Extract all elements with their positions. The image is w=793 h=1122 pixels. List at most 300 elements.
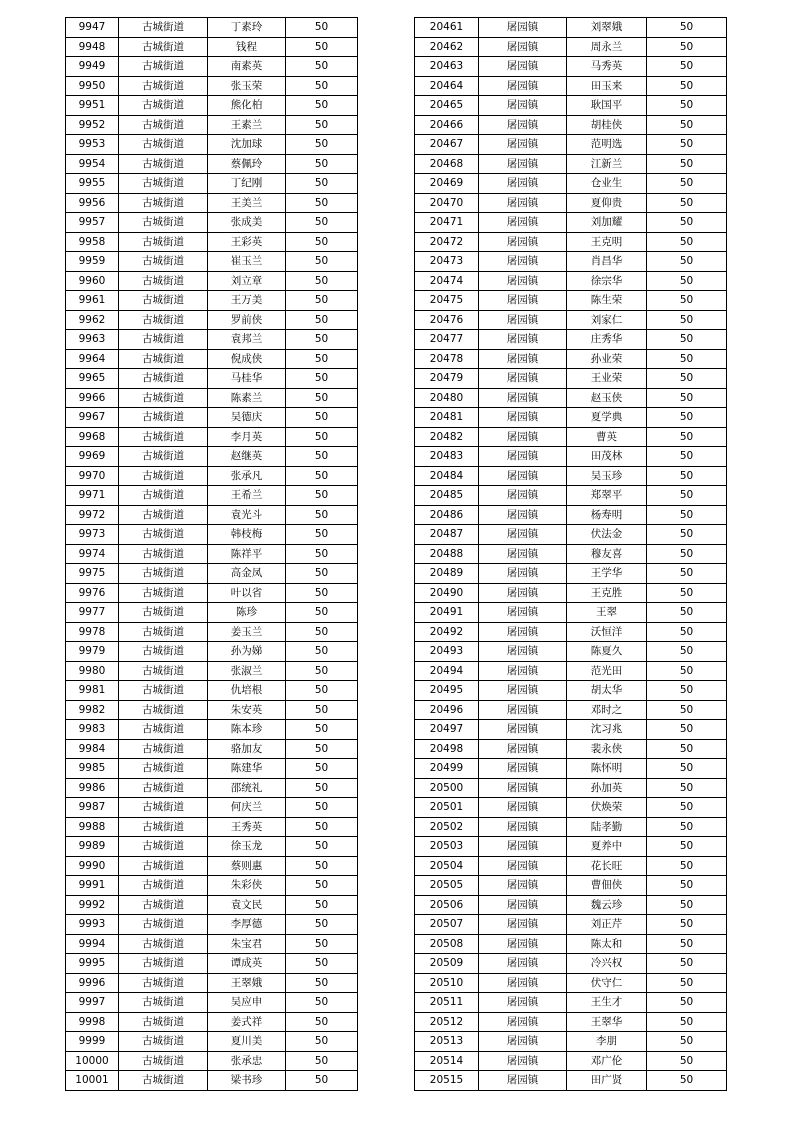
table-row — [415, 310, 727, 330]
cell-serial-number: 9976 — [66, 583, 119, 603]
cell-amount: 50 — [647, 310, 727, 330]
cell-serial-number: 9998 — [66, 1012, 119, 1032]
cell-district: 屠园镇 — [479, 213, 567, 233]
cell-name: 伏法金 — [567, 525, 647, 545]
cell-district: 屠园镇 — [479, 1032, 567, 1052]
table-row — [66, 349, 358, 369]
cell-name: 丁素玲 — [208, 18, 286, 38]
table-row — [66, 291, 358, 311]
cell-district: 古城街道 — [119, 739, 208, 759]
cell-district: 古城街道 — [119, 330, 208, 350]
cell-serial-number: 9986 — [66, 778, 119, 798]
cell-district: 屠园镇 — [479, 232, 567, 252]
cell-district: 屠园镇 — [479, 310, 567, 330]
cell-amount: 50 — [647, 915, 727, 935]
cell-serial-number: 20487 — [415, 525, 479, 545]
table-row — [66, 837, 358, 857]
cell-amount: 50 — [647, 993, 727, 1013]
cell-district: 屠园镇 — [479, 642, 567, 662]
cell-serial-number: 10000 — [66, 1051, 119, 1071]
cell-district: 古城街道 — [119, 388, 208, 408]
cell-serial-number: 20494 — [415, 661, 479, 681]
cell-amount: 50 — [286, 76, 358, 96]
cell-serial-number: 9953 — [66, 135, 119, 155]
table-row — [415, 583, 727, 603]
cell-amount: 50 — [286, 661, 358, 681]
cell-serial-number: 20481 — [415, 408, 479, 428]
cell-serial-number: 20506 — [415, 895, 479, 915]
cell-serial-number: 20477 — [415, 330, 479, 350]
table-row — [66, 915, 358, 935]
cell-serial-number: 9997 — [66, 993, 119, 1013]
cell-serial-number: 20493 — [415, 642, 479, 662]
cell-serial-number: 9981 — [66, 681, 119, 701]
cell-amount: 50 — [647, 622, 727, 642]
cell-name: 何庆兰 — [208, 798, 286, 818]
cell-amount: 50 — [647, 232, 727, 252]
cell-serial-number: 9977 — [66, 603, 119, 623]
table-row — [66, 271, 358, 291]
cell-amount: 50 — [286, 798, 358, 818]
cell-name: 陆孝勤 — [567, 817, 647, 837]
cell-district: 古城街道 — [119, 681, 208, 701]
cell-serial-number: 20470 — [415, 193, 479, 213]
table-row — [415, 681, 727, 701]
cell-serial-number: 9967 — [66, 408, 119, 428]
table-row — [415, 661, 727, 681]
table-row — [66, 759, 358, 779]
cell-serial-number: 20501 — [415, 798, 479, 818]
cell-district: 屠园镇 — [479, 544, 567, 564]
cell-serial-number: 9965 — [66, 369, 119, 389]
cell-serial-number: 20476 — [415, 310, 479, 330]
table-row — [415, 934, 727, 954]
cell-amount: 50 — [286, 193, 358, 213]
cell-serial-number: 20479 — [415, 369, 479, 389]
cell-district: 屠园镇 — [479, 778, 567, 798]
cell-amount: 50 — [647, 525, 727, 545]
cell-serial-number: 9996 — [66, 973, 119, 993]
cell-name: 姜玉兰 — [208, 622, 286, 642]
table-row — [415, 408, 727, 428]
cell-amount: 50 — [647, 37, 727, 57]
cell-district: 屠园镇 — [479, 876, 567, 896]
cell-serial-number: 20469 — [415, 174, 479, 194]
table-row — [415, 213, 727, 233]
cell-amount: 50 — [286, 18, 358, 38]
cell-name: 丁纪刚 — [208, 174, 286, 194]
cell-amount: 50 — [286, 115, 358, 135]
cell-name: 王秀英 — [208, 817, 286, 837]
cell-district: 古城街道 — [119, 76, 208, 96]
cell-district: 屠园镇 — [479, 408, 567, 428]
cell-name: 熊化柏 — [208, 96, 286, 116]
cell-amount: 50 — [647, 934, 727, 954]
cell-serial-number: 20490 — [415, 583, 479, 603]
cell-serial-number: 9955 — [66, 174, 119, 194]
cell-serial-number: 9991 — [66, 876, 119, 896]
cell-serial-number: 9948 — [66, 37, 119, 57]
cell-name: 胡太华 — [567, 681, 647, 701]
cell-district: 古城街道 — [119, 583, 208, 603]
cell-amount: 50 — [647, 1071, 727, 1091]
cell-amount: 50 — [647, 720, 727, 740]
cell-amount: 50 — [647, 700, 727, 720]
cell-serial-number: 9962 — [66, 310, 119, 330]
cell-district: 古城街道 — [119, 174, 208, 194]
cell-name: 陈素兰 — [208, 388, 286, 408]
cell-serial-number: 20474 — [415, 271, 479, 291]
cell-amount: 50 — [286, 603, 358, 623]
cell-amount: 50 — [647, 349, 727, 369]
table-row — [415, 232, 727, 252]
cell-serial-number: 9982 — [66, 700, 119, 720]
cell-name: 陈怀明 — [567, 759, 647, 779]
table-row — [66, 466, 358, 486]
cell-name: 罗前侠 — [208, 310, 286, 330]
cell-serial-number: 20496 — [415, 700, 479, 720]
cell-district: 屠园镇 — [479, 96, 567, 116]
table-row — [415, 1032, 727, 1052]
cell-district: 古城街道 — [119, 564, 208, 584]
cell-amount: 50 — [647, 505, 727, 525]
cell-amount: 50 — [647, 115, 727, 135]
cell-district: 屠园镇 — [479, 349, 567, 369]
cell-amount: 50 — [647, 837, 727, 857]
cell-serial-number: 9957 — [66, 213, 119, 233]
cell-district: 古城街道 — [119, 232, 208, 252]
table-row — [66, 76, 358, 96]
cell-district: 古城街道 — [119, 213, 208, 233]
cell-district: 古城街道 — [119, 544, 208, 564]
cell-name: 刘家仁 — [567, 310, 647, 330]
cell-serial-number: 20483 — [415, 447, 479, 467]
cell-amount: 50 — [286, 96, 358, 116]
cell-district: 屠园镇 — [479, 837, 567, 857]
cell-name: 沈习兆 — [567, 720, 647, 740]
table-row — [415, 837, 727, 857]
cell-name: 邓时之 — [567, 700, 647, 720]
cell-amount: 50 — [286, 1032, 358, 1052]
cell-name: 王翠 — [567, 603, 647, 623]
cell-name: 南素英 — [208, 57, 286, 77]
cell-district: 屠园镇 — [479, 1051, 567, 1071]
table-row — [415, 135, 727, 155]
cell-name: 庄秀华 — [567, 330, 647, 350]
cell-amount: 50 — [647, 798, 727, 818]
table-row — [415, 427, 727, 447]
cell-amount: 50 — [286, 973, 358, 993]
table-row — [66, 876, 358, 896]
cell-name: 王克明 — [567, 232, 647, 252]
table-row — [415, 700, 727, 720]
cell-serial-number: 20513 — [415, 1032, 479, 1052]
cell-district: 屠园镇 — [479, 915, 567, 935]
cell-name: 田广贤 — [567, 1071, 647, 1091]
table-row — [415, 798, 727, 818]
cell-district: 屠园镇 — [479, 486, 567, 506]
cell-name: 夏学典 — [567, 408, 647, 428]
cell-district: 屠园镇 — [479, 954, 567, 974]
roster-table-left-body — [66, 18, 358, 1091]
cell-name: 李厚德 — [208, 915, 286, 935]
cell-district: 屠园镇 — [479, 115, 567, 135]
cell-name: 郑翠平 — [567, 486, 647, 506]
table-row — [415, 193, 727, 213]
cell-district: 古城街道 — [119, 466, 208, 486]
table-row — [415, 778, 727, 798]
cell-amount: 50 — [286, 642, 358, 662]
cell-serial-number: 9952 — [66, 115, 119, 135]
cell-district: 古城街道 — [119, 856, 208, 876]
cell-district: 古城街道 — [119, 57, 208, 77]
cell-name: 陈太和 — [567, 934, 647, 954]
cell-name: 朱彩侠 — [208, 876, 286, 896]
cell-name: 马桂华 — [208, 369, 286, 389]
cell-district: 古城街道 — [119, 954, 208, 974]
cell-serial-number: 20484 — [415, 466, 479, 486]
cell-amount: 50 — [286, 505, 358, 525]
cell-serial-number: 9961 — [66, 291, 119, 311]
table-row — [415, 1071, 727, 1091]
cell-name: 姜式祥 — [208, 1012, 286, 1032]
table-row — [415, 544, 727, 564]
table-row — [66, 1051, 358, 1071]
table-row — [66, 954, 358, 974]
cell-serial-number: 9980 — [66, 661, 119, 681]
cell-amount: 50 — [647, 973, 727, 993]
table-row — [66, 193, 358, 213]
table-row — [415, 915, 727, 935]
cell-district: 屠园镇 — [479, 447, 567, 467]
table-row — [66, 856, 358, 876]
cell-serial-number: 20497 — [415, 720, 479, 740]
cell-serial-number: 9979 — [66, 642, 119, 662]
cell-district: 屠园镇 — [479, 661, 567, 681]
cell-district: 古城街道 — [119, 193, 208, 213]
table-row — [66, 388, 358, 408]
cell-name: 梁书珍 — [208, 1071, 286, 1091]
table-row — [66, 993, 358, 1013]
cell-serial-number: 20475 — [415, 291, 479, 311]
cell-district: 屠园镇 — [479, 1071, 567, 1091]
cell-serial-number: 20486 — [415, 505, 479, 525]
table-row — [66, 564, 358, 584]
cell-name: 仇培根 — [208, 681, 286, 701]
cell-name: 夏养中 — [567, 837, 647, 857]
cell-serial-number: 9958 — [66, 232, 119, 252]
cell-amount: 50 — [286, 759, 358, 779]
cell-name: 江新兰 — [567, 154, 647, 174]
table-row — [66, 642, 358, 662]
cell-district: 古城街道 — [119, 876, 208, 896]
cell-name: 陈生荣 — [567, 291, 647, 311]
cell-name: 刘立章 — [208, 271, 286, 291]
table-row — [66, 700, 358, 720]
cell-serial-number: 20482 — [415, 427, 479, 447]
cell-district: 古城街道 — [119, 486, 208, 506]
cell-amount: 50 — [647, 18, 727, 38]
table-row — [415, 1051, 727, 1071]
cell-amount: 50 — [286, 447, 358, 467]
cell-serial-number: 20468 — [415, 154, 479, 174]
cell-district: 屠园镇 — [479, 18, 567, 38]
table-row — [66, 232, 358, 252]
cell-name: 蔡则惠 — [208, 856, 286, 876]
cell-serial-number: 20464 — [415, 76, 479, 96]
cell-serial-number: 9987 — [66, 798, 119, 818]
cell-name: 胡桂侠 — [567, 115, 647, 135]
table-row — [415, 622, 727, 642]
cell-serial-number: 9975 — [66, 564, 119, 584]
cell-amount: 50 — [286, 817, 358, 837]
cell-amount: 50 — [286, 330, 358, 350]
cell-amount: 50 — [647, 174, 727, 194]
cell-serial-number: 9966 — [66, 388, 119, 408]
cell-amount: 50 — [647, 876, 727, 896]
cell-amount: 50 — [286, 934, 358, 954]
cell-serial-number: 20503 — [415, 837, 479, 857]
cell-serial-number: 9972 — [66, 505, 119, 525]
cell-district: 古城街道 — [119, 603, 208, 623]
cell-amount: 50 — [286, 1051, 358, 1071]
cell-amount: 50 — [647, 1012, 727, 1032]
cell-serial-number: 9950 — [66, 76, 119, 96]
cell-name: 谭成英 — [208, 954, 286, 974]
cell-district: 屠园镇 — [479, 720, 567, 740]
cell-serial-number: 9963 — [66, 330, 119, 350]
cell-serial-number: 9964 — [66, 349, 119, 369]
cell-name: 刘加耀 — [567, 213, 647, 233]
cell-name: 王克胜 — [567, 583, 647, 603]
cell-district: 屠园镇 — [479, 973, 567, 993]
cell-name: 裴永侠 — [567, 739, 647, 759]
table-row — [66, 603, 358, 623]
cell-name: 张淑兰 — [208, 661, 286, 681]
table-row — [415, 1012, 727, 1032]
cell-name: 吴德庆 — [208, 408, 286, 428]
cell-name: 刘正芹 — [567, 915, 647, 935]
cell-name: 徐玉龙 — [208, 837, 286, 857]
cell-amount: 50 — [647, 778, 727, 798]
roster-table-right-body — [415, 18, 727, 1091]
cell-district: 古城街道 — [119, 798, 208, 818]
table-row — [415, 154, 727, 174]
table-row — [415, 505, 727, 525]
cell-amount: 50 — [286, 57, 358, 77]
cell-name: 王万美 — [208, 291, 286, 311]
table-row — [66, 778, 358, 798]
cell-name: 陈夏久 — [567, 642, 647, 662]
cell-serial-number: 9993 — [66, 915, 119, 935]
cell-amount: 50 — [647, 193, 727, 213]
cell-district: 屠园镇 — [479, 330, 567, 350]
cell-name: 杨寿明 — [567, 505, 647, 525]
cell-name: 王希兰 — [208, 486, 286, 506]
table-row — [415, 252, 727, 272]
cell-district: 古城街道 — [119, 154, 208, 174]
cell-name: 沃恒洋 — [567, 622, 647, 642]
cell-name: 王翠娥 — [208, 973, 286, 993]
cell-district: 屠园镇 — [479, 700, 567, 720]
cell-name: 魏云珍 — [567, 895, 647, 915]
table-row — [415, 291, 727, 311]
cell-district: 古城街道 — [119, 96, 208, 116]
cell-amount: 50 — [286, 681, 358, 701]
cell-name: 田茂林 — [567, 447, 647, 467]
table-row — [66, 1032, 358, 1052]
cell-amount: 50 — [286, 895, 358, 915]
table-row — [66, 115, 358, 135]
cell-serial-number: 20466 — [415, 115, 479, 135]
cell-serial-number: 20505 — [415, 876, 479, 896]
cell-amount: 50 — [647, 427, 727, 447]
cell-serial-number: 9988 — [66, 817, 119, 837]
cell-serial-number: 20480 — [415, 388, 479, 408]
cell-district: 屠园镇 — [479, 57, 567, 77]
table-row — [66, 1071, 358, 1091]
cell-amount: 50 — [286, 232, 358, 252]
cell-name: 李朋 — [567, 1032, 647, 1052]
table-row — [66, 37, 358, 57]
cell-district: 屠园镇 — [479, 895, 567, 915]
cell-serial-number: 20510 — [415, 973, 479, 993]
cell-amount: 50 — [286, 174, 358, 194]
cell-serial-number: 20485 — [415, 486, 479, 506]
cell-district: 古城街道 — [119, 525, 208, 545]
cell-name: 赵继英 — [208, 447, 286, 467]
cell-district: 屠园镇 — [479, 466, 567, 486]
table-row — [66, 973, 358, 993]
table-row — [66, 583, 358, 603]
cell-name: 陈建华 — [208, 759, 286, 779]
cell-serial-number: 9970 — [66, 466, 119, 486]
cell-district: 古城街道 — [119, 642, 208, 662]
cell-amount: 50 — [286, 408, 358, 428]
cell-amount: 50 — [286, 427, 358, 447]
cell-district: 屠园镇 — [479, 271, 567, 291]
cell-amount: 50 — [286, 37, 358, 57]
cell-amount: 50 — [647, 895, 727, 915]
table-row — [66, 154, 358, 174]
cell-name: 仓业生 — [567, 174, 647, 194]
cell-name: 王学华 — [567, 564, 647, 584]
table-row — [66, 310, 358, 330]
cell-name: 王业荣 — [567, 369, 647, 389]
cell-serial-number: 9971 — [66, 486, 119, 506]
cell-amount: 50 — [286, 135, 358, 155]
cell-name: 张玉荣 — [208, 76, 286, 96]
cell-serial-number: 9989 — [66, 837, 119, 857]
cell-name: 孙加英 — [567, 778, 647, 798]
cell-district: 屠园镇 — [479, 856, 567, 876]
cell-amount: 50 — [647, 388, 727, 408]
cell-name: 王翠华 — [567, 1012, 647, 1032]
cell-amount: 50 — [647, 954, 727, 974]
cell-amount: 50 — [647, 642, 727, 662]
cell-district: 古城街道 — [119, 447, 208, 467]
cell-serial-number: 9956 — [66, 193, 119, 213]
cell-name: 吴玉珍 — [567, 466, 647, 486]
table-row — [66, 96, 358, 116]
cell-serial-number: 20465 — [415, 96, 479, 116]
cell-district: 古城街道 — [119, 135, 208, 155]
cell-district: 屠园镇 — [479, 135, 567, 155]
table-row — [66, 505, 358, 525]
table-row — [415, 447, 727, 467]
cell-district: 古城街道 — [119, 291, 208, 311]
cell-serial-number: 20473 — [415, 252, 479, 272]
